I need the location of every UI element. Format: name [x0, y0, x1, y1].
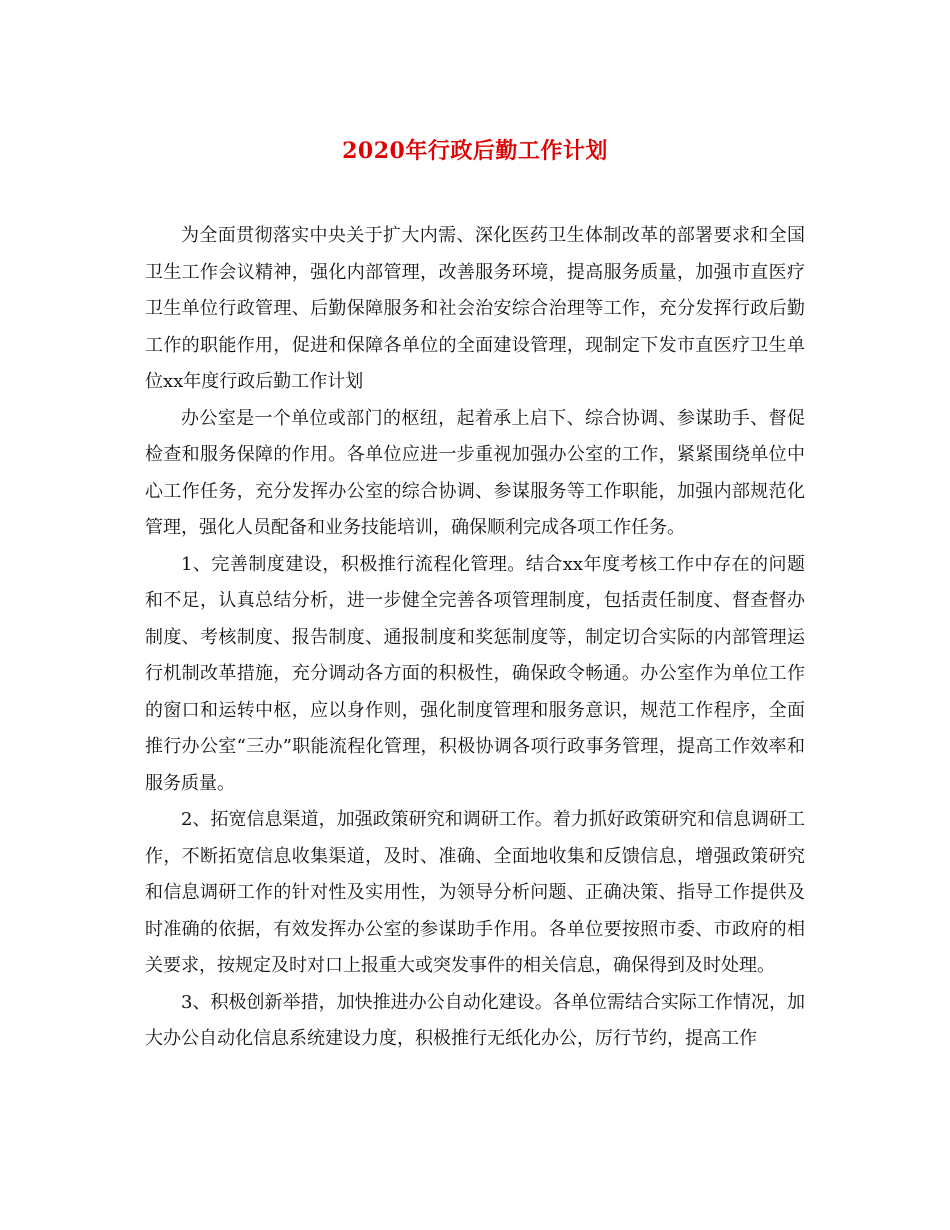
document-body — [145, 218, 805, 1058]
paragraph-item-1: 1、完善制度建设，积极推行流程化管理。结合xx年度考核工作中存在的问题和不足，认真总结分析，进一步健全完善各项管理制度，包括责任制度、督查督办制度、考核制度、报告制度、通报制度和奖惩制度等，制定切合实际的内部管理运行机制改革措施，充分调动各方面的积极性，确保政令畅通。办公室作为单位工作的窗口和运转中枢，应以身作则，强化制度管理和服务意识，规范工作程序，全面推行办公室“三办”职能流程化管理，积极协调各项行政事务管理，提高工作效率和服务质量。 — [145, 553, 805, 794]
paragraph-item-2: 2、拓宽信息渠道，加强政策研究和调研工作。着力抓好政策研究和信息调研工作，不断拓宽信息收集渠道，及时、准确、全面地收集和反馈信息，增强政策研究和信息调研工作的针对性及实用性，为领导分析问题、正确决策、指导工作提供及时准确的依据，有效发挥办公室的参谋助手作用。各单位要按照市委、市政府的相关要求，按规定及时对口上报重大或突发事件的相关信息，确保得到及时处理。 — [145, 809, 805, 976]
paragraph-intro: 为全面贯彻落实中央关于扩大内需、深化医药卫生体制改革的部署要求和全国卫生工作会议精神，强化内部管理，改善服务环境，提高服务质量，加强市直医疗卫生单位行政管理、后勤保障服务和社会治安综合治理等工作，充分发挥行政后勤工作的职能作用，促进和保障各单位的全面建设管理，现制定下发市直医疗卫生单位xx年度行政后勤工作计划 — [145, 225, 805, 392]
document-title: 2020年行政后勤工作计划 — [342, 138, 608, 164]
paragraph-item-3: 3、积极创新举措，加快推进办公自动化建设。各单位需结合实际工作情况，加大办公自动化信息系统建设力度，积极推行无纸化办公，厉行节约，提高工作 — [145, 991, 805, 1049]
paragraph-office-role: 办公室是一个单位或部门的枢纽，起着承上启下、综合协调、参谋助手、督促检查和服务保障的作用。各单位应进一步重视加强办公室的工作，紧紧围绕单位中心工作任务，充分发挥办公室的综合协调、参谋服务等工作职能，加强内部规范化管理，强化人员配备和业务技能培训，确保顺利完成各项工作任务。 — [145, 407, 805, 538]
